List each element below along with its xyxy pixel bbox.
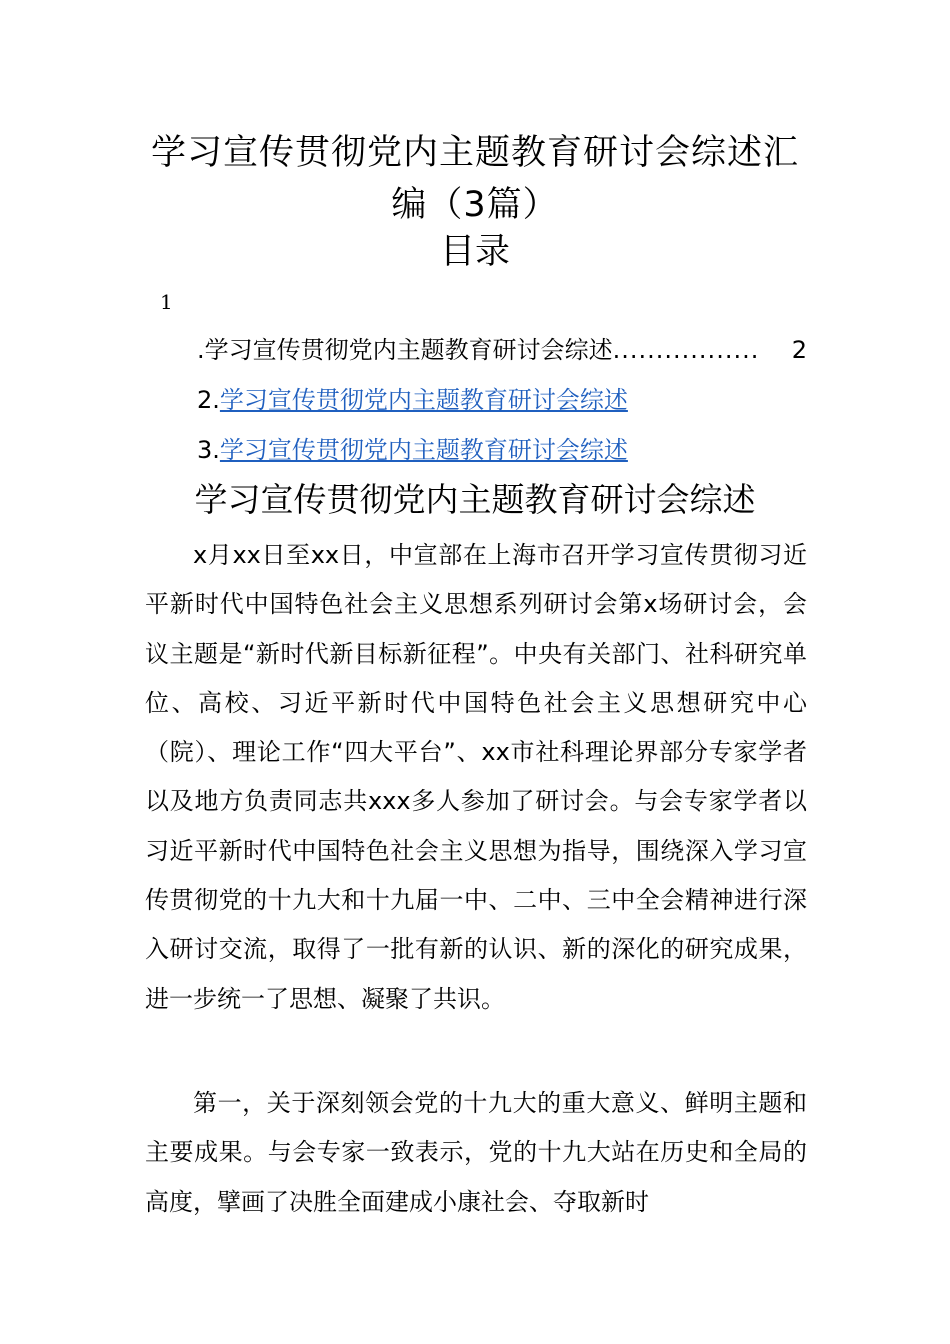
body-paragraph-1: x月xx日至xx日，中宣部在上海市召开学习宣传贯彻习近平新时代中国特色社会主义思想系列研讨会第x场研讨会，会议主题是“新时代新目标新征程”。中央有关部门、社科研究单位、高校、习近平新时代中国特色社会主义思想研究中心（院）、理论工作“四大平台”、xx市社科理论界部分专家学者以及地方负责同志共xxx多人参加了研讨会。与会专家学者以习近平新时代中国特色社会主义思想为指导，围绕深入学习宣传贯彻党的十九大和十九届一中、二中、三中全会精神进行深入研讨交流，取得了一批有新的认识、新的深化的研究成果，进一步统一了思想、凝聚了共识。 <box>145 541 807 1013</box>
toc-item-2-number: 2. <box>197 386 220 414</box>
document-title-line-1: 学习宣传贯彻党内主题教育研讨会综述汇 <box>150 133 799 173</box>
document-title-line-2: 编（3篇） <box>391 185 559 225</box>
toc-heading: 目录 <box>439 232 510 272</box>
toc-item-1-number: 1 <box>160 290 173 314</box>
toc-item-3-link[interactable]: 学习宣传贯彻党内主题教育研讨会综述 <box>219 436 628 464</box>
toc-item-3[interactable] <box>197 434 628 466</box>
toc-item-1[interactable] <box>197 334 807 366</box>
toc-item-1-leader: ................. <box>612 336 760 364</box>
toc-item-2[interactable] <box>197 384 628 416</box>
body-paragraph-2: 第一，关于深刻领会党的十九大的重大意义、鲜明主题和主要成果。与会专家一致表示，党的十九大站在历史和全局的高度，擘画了决胜全面建成小康社会、夺取新时 <box>145 1089 807 1216</box>
toc-item-1-page: 2 <box>791 336 807 364</box>
toc-item-1-text: .学习宣传贯彻党内主题教育研讨会综述 <box>197 336 613 364</box>
toc-item-2-link[interactable]: 学习宣传贯彻党内主题教育研讨会综述 <box>219 386 628 414</box>
section-title: 学习宣传贯彻党内主题教育研讨会综述 <box>194 480 756 519</box>
toc-item-3-number: 3. <box>197 436 220 464</box>
